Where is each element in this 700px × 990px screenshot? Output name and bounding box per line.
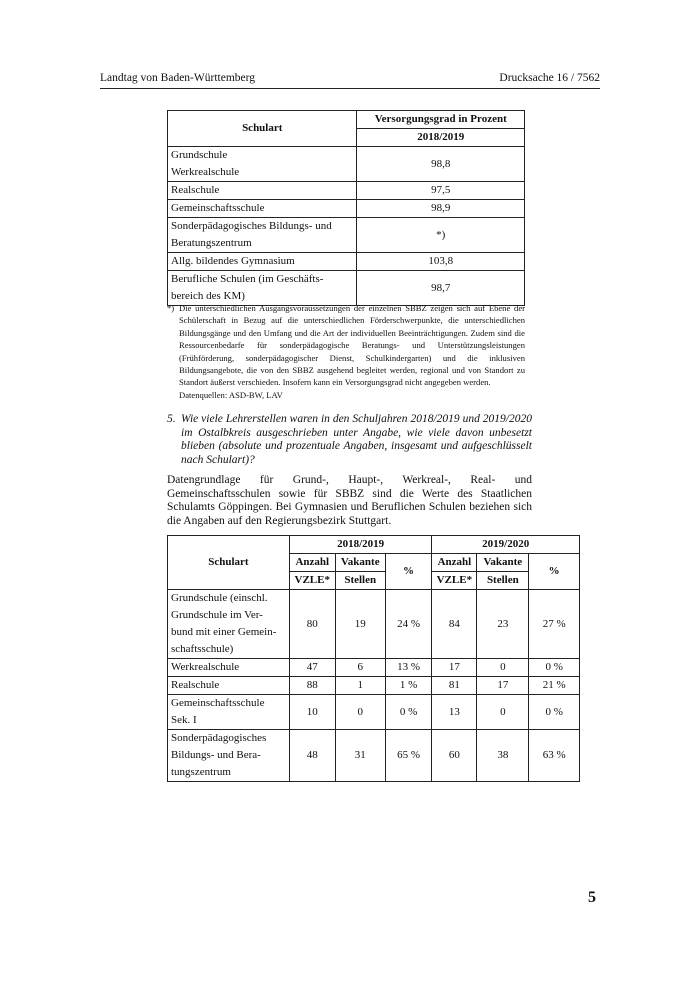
table-row bbox=[168, 590, 580, 659]
t1-row-value: 98,7 bbox=[357, 271, 525, 306]
t2-cell: 24 % bbox=[385, 590, 432, 659]
t2-header-vakant: Vakante bbox=[335, 554, 385, 572]
t2-header-vakant-unit: Stellen bbox=[477, 572, 529, 590]
t2-row-label: Gemeinschaftsschule Sek. I bbox=[168, 695, 290, 730]
t1-row-value: 98,9 bbox=[357, 200, 525, 218]
t1-header-year: 2018/2019 bbox=[357, 129, 525, 147]
t2-cell: 21 % bbox=[529, 677, 580, 695]
table-row bbox=[168, 218, 525, 253]
t2-cell: 27 % bbox=[529, 590, 580, 659]
t1-row-label: Gemeinschaftsschule bbox=[168, 200, 357, 218]
table-row bbox=[168, 677, 580, 695]
t1-row-label: Realschule bbox=[168, 182, 357, 200]
t1-row-value: 98,8 bbox=[357, 147, 525, 182]
t2-cell: 65 % bbox=[385, 730, 432, 782]
teacher-positions-table bbox=[167, 535, 580, 782]
t2-cell: 17 bbox=[432, 659, 477, 677]
t1-row-label: Sonderpädagogisches Bildungs- und Beratungszentrum bbox=[168, 218, 357, 253]
t2-header-year1: 2018/2019 bbox=[289, 536, 432, 554]
page-header bbox=[100, 72, 600, 89]
t2-header-anzahl: Anzahl bbox=[432, 554, 477, 572]
answer-paragraph: Datengrundlage für Grund-, Haupt-, Werkreal-, Real- und Gemeinschaftsschulen sowie für SBBZ sind die Werte des Staatlichen Schulamts Göppingen. Bei Gymnasien und Beruflichen Schulen beziehen sich die Angaben auf den Regierungsbezirk Stuttgart. bbox=[167, 474, 532, 527]
question-text: Wie viele Lehrerstellen waren in den Schuljahren 2018/2019 und 2019/2020 im Ostalbkreis ausgeschrieben unter Angabe, wie viele davon unbesetzt blieben (absolute und prozentuale Angaben, insgesamt und aufgeschlüsselt nach Schulart)? bbox=[181, 413, 532, 466]
t2-cell: 19 bbox=[335, 590, 385, 659]
t2-cell: 0 bbox=[477, 695, 529, 730]
t2-header-schulart: Schulart bbox=[168, 536, 290, 590]
table-row bbox=[168, 271, 525, 306]
t2-header-anzahl: Anzahl bbox=[289, 554, 335, 572]
t1-header-group: Versorgungsgrad in Prozent bbox=[357, 111, 525, 129]
table-row bbox=[168, 147, 525, 182]
t2-cell: 1 bbox=[335, 677, 385, 695]
footnote-source: Datenquellen: ASD-BW, LAV bbox=[179, 389, 283, 400]
t2-cell: 0 bbox=[477, 659, 529, 677]
t2-cell: 81 bbox=[432, 677, 477, 695]
t2-cell: 6 bbox=[335, 659, 385, 677]
t2-cell: 38 bbox=[477, 730, 529, 782]
t2-header-pct: % bbox=[385, 554, 432, 590]
t2-cell: 31 bbox=[335, 730, 385, 782]
t1-row-label: Grundschule Werkrealschule bbox=[168, 147, 357, 182]
t1-row-value: 103,8 bbox=[357, 253, 525, 271]
footnote-mark: *) bbox=[167, 303, 175, 313]
t2-cell: 88 bbox=[289, 677, 335, 695]
t2-cell: 48 bbox=[289, 730, 335, 782]
t2-header-anzahl-unit: VZLE* bbox=[432, 572, 477, 590]
t1-row-value: 97,5 bbox=[357, 182, 525, 200]
t2-row-label: Sonderpädagogisches Bildungs- und Bera- tungszentrum bbox=[168, 730, 290, 782]
t2-cell: 0 bbox=[335, 695, 385, 730]
t2-cell: 0 % bbox=[529, 695, 580, 730]
supply-rate-table bbox=[167, 110, 525, 306]
t2-cell: 0 % bbox=[529, 659, 580, 677]
t2-cell: 80 bbox=[289, 590, 335, 659]
t2-cell: 17 bbox=[477, 677, 529, 695]
t2-header-vakant: Vakante bbox=[477, 554, 529, 572]
t2-cell: 60 bbox=[432, 730, 477, 782]
t2-cell: 47 bbox=[289, 659, 335, 677]
t1-header-schulart: Schulart bbox=[168, 111, 357, 147]
table-row bbox=[168, 695, 580, 730]
table-row bbox=[168, 659, 580, 677]
t1-row-label: Berufliche Schulen (im Geschäfts- bereich des KM) bbox=[168, 271, 357, 306]
t1-row-label: Allg. bildendes Gymnasium bbox=[168, 253, 357, 271]
t2-header-year2: 2019/2020 bbox=[432, 536, 580, 554]
footnote-text: Die unterschiedlichen Ausgangsvoraussetzungen der einzelnen SBBZ zeigen sich auf Ebene der Schülerschaft in Bezug auf die unterschiedlichen Förderschwerpunkte, die unterschiedlichen Bildungsgänge und den Umfang und die Art der individuellen Beeinträchtigungen. Zudem sind die Ressourcenbedarfe für sonderpädagogische Beratungs- und Unterstützungsleistungen (Frühförderung, sonderpädagogischer Dienst, Schulkindergarten) und die inklusiven Bildungsangebote, die von den SBBZ ausgehend begleitet werden, regional und von Standort zu Standort äußerst verschieden. Insofern kann ein Versorgungsgrad nicht angegeben werden. bbox=[179, 303, 525, 388]
t2-cell: 10 bbox=[289, 695, 335, 730]
t2-cell: 1 % bbox=[385, 677, 432, 695]
table-row bbox=[168, 200, 525, 218]
t2-cell: 0 % bbox=[385, 695, 432, 730]
t2-header-pct: % bbox=[529, 554, 580, 590]
table-row bbox=[168, 182, 525, 200]
t2-cell: 13 bbox=[432, 695, 477, 730]
question-5 bbox=[167, 413, 532, 467]
table-footnote bbox=[167, 302, 525, 401]
page-number: 5 bbox=[588, 889, 596, 906]
header-publisher: Landtag von Baden-Württemberg bbox=[100, 72, 255, 84]
question-number: 5. bbox=[167, 413, 176, 425]
table-row bbox=[168, 730, 580, 782]
t2-cell: 13 % bbox=[385, 659, 432, 677]
t2-cell: 84 bbox=[432, 590, 477, 659]
table-row bbox=[168, 253, 525, 271]
header-document-number: Drucksache 16 / 7562 bbox=[499, 72, 600, 84]
t1-row-value: *) bbox=[357, 218, 525, 253]
t2-cell: 63 % bbox=[529, 730, 580, 782]
t2-header-vakant-unit: Stellen bbox=[335, 572, 385, 590]
t2-header-anzahl-unit: VZLE* bbox=[289, 572, 335, 590]
t2-row-label: Grundschule (einschl. Grundschule im Ver- bund mit einer Gemein- schaftsschule) bbox=[168, 590, 290, 659]
t2-row-label: Realschule bbox=[168, 677, 290, 695]
t2-row-label: Werkrealschule bbox=[168, 659, 290, 677]
t2-cell: 23 bbox=[477, 590, 529, 659]
